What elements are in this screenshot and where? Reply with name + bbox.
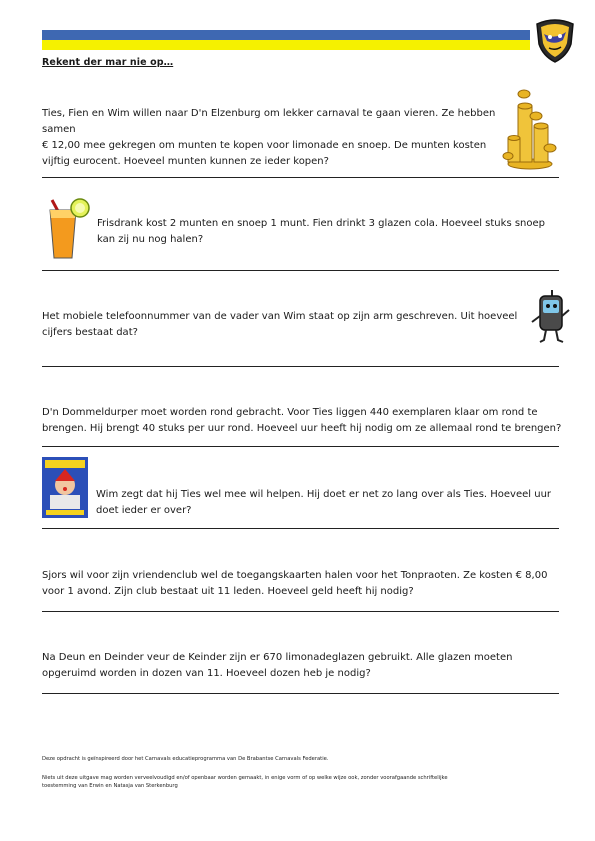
- answer-line[interactable]: [42, 446, 559, 447]
- answer-line[interactable]: [42, 693, 559, 694]
- page-title: Rekent der mar nie op…: [42, 57, 174, 68]
- question-2: [97, 216, 560, 248]
- question-3-line: Het mobiele telefoonnummer van de vader van Wim staat op zijn arm geschreven. Uit hoeveel: [42, 311, 518, 322]
- question-7-line: opgeruimd worden in dozen van 11. Hoeveel dozen heb je nodig?: [42, 668, 371, 679]
- question-7: [42, 650, 562, 682]
- header-yellow-band: [42, 40, 530, 50]
- question-1-line: € 12,00 mee gekregen om munten te kopen voor limonade en snoep. De munten kosten: [42, 140, 487, 151]
- question-4-line: brengen. Hij brengt 40 stuks per uur rond. Hoeveel uur heeft hij nodig om ze allemaal rond te brengen?: [42, 423, 562, 434]
- question-1-line: Ties, Fien en Wim willen naar D'n Elzenburg om lekker carnaval te gaan vieren. Ze hebben: [42, 108, 496, 119]
- question-5-line: doet ieder er over?: [96, 505, 192, 516]
- footer-inspiration-note: Deze opdracht is geïnspireerd door het Carnavals educatieprogramma van De Brabantse Carnavals Federatie.: [42, 756, 329, 762]
- coins-icon: [500, 86, 562, 170]
- question-4: [42, 405, 562, 437]
- question-4-line: D'n Dommeldurper moet worden rond gebracht. Voor Ties liggen 440 exemplaren klaar om rond te: [42, 407, 538, 418]
- question-6: [42, 568, 562, 600]
- answer-line[interactable]: [42, 177, 559, 178]
- answer-line[interactable]: [42, 528, 559, 529]
- lemonade-glass-icon: [42, 196, 92, 262]
- question-2-line: Frisdrank kost 2 munten en snoep 1 munt. Fien drinkt 3 glazen cola. Hoeveel stuks snoep: [97, 218, 545, 229]
- question-5: [96, 487, 562, 519]
- shield-logo-icon: [533, 18, 577, 64]
- question-1-line: samen: [42, 124, 76, 135]
- answer-line[interactable]: [42, 611, 559, 612]
- question-6-line: voor 1 avond. Zijn club bestaat uit 11 leden. Hoeveel geld heeft hij nodig?: [42, 586, 414, 597]
- magazine-cover-icon: [42, 457, 88, 518]
- mobile-phone-icon: [528, 288, 572, 344]
- header-blue-band: [42, 30, 530, 40]
- question-3-line: cijfers bestaat dat?: [42, 327, 138, 338]
- question-5-line: Wim zegt dat hij Ties wel mee wil helpen. Hij doet er net zo lang over als Ties. Hoeveel uur: [96, 489, 552, 500]
- question-3: [42, 309, 526, 341]
- footer-copyright-line: Niets uit deze uitgave mag worden verveelvoudigd en/of openbaar worden gemaakt, in enige vorm of op welke wijze ook, zonder voorafgaande schriftelijke: [42, 775, 448, 781]
- question-6-line: Sjors wil voor zijn vriendenclub wel de toegangskaarten halen voor het Tonpraoten. Ze kosten € 8,00: [42, 570, 548, 581]
- answer-line[interactable]: [42, 366, 559, 367]
- question-7-line: Na Deun en Deinder veur de Keinder zijn er 670 limonadeglazen gebruikt. Alle glazen moeten: [42, 652, 513, 663]
- answer-line[interactable]: [42, 270, 559, 271]
- footer-copyright-line: toestemming van Erwin en Natasja van Sterkenburg: [42, 783, 178, 789]
- question-1: [42, 106, 500, 170]
- question-1-line: vijftig eurocent. Hoeveel munten kunnen ze ieder kopen?: [42, 156, 329, 167]
- question-2-line: kan zij nu nog halen?: [97, 234, 204, 245]
